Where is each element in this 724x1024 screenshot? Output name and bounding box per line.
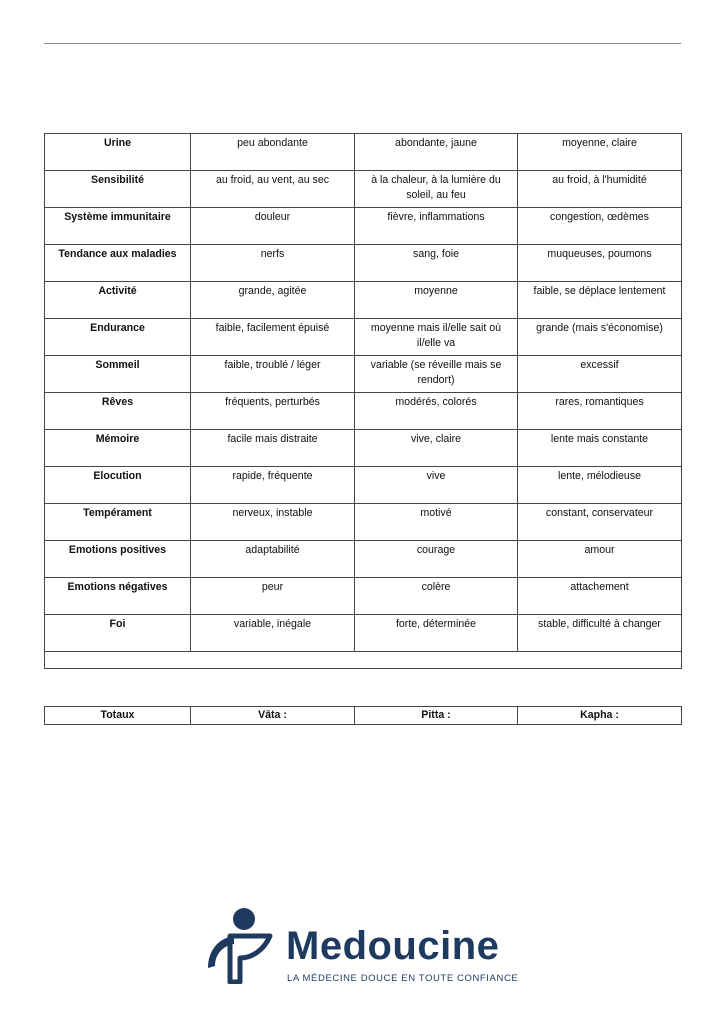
- row-label: Foi: [45, 615, 191, 652]
- pitta-cell: colère: [355, 578, 518, 615]
- vata-cell: faible, troublé / léger: [191, 356, 355, 393]
- kapha-cell: attachement: [518, 578, 682, 615]
- table-row: [45, 245, 682, 282]
- pitta-cell: moyenne mais il/elle sait où il/elle va: [355, 319, 518, 356]
- row-label: Urine: [45, 134, 191, 171]
- table-row: [45, 541, 682, 578]
- brand-tagline: LA MÉDECINE DOUCE EN TOUTE CONFIANCE: [287, 973, 519, 984]
- table-row: [45, 393, 682, 430]
- row-label: Sommeil: [45, 356, 191, 393]
- table-row: [45, 430, 682, 467]
- table-row: [45, 578, 682, 615]
- kapha-cell: lente mais constante: [518, 430, 682, 467]
- vata-cell: nerfs: [191, 245, 355, 282]
- kapha-cell: muqueuses, poumons: [518, 245, 682, 282]
- vata-cell: douleur: [191, 208, 355, 245]
- row-label: Mémoire: [45, 430, 191, 467]
- row-label: Tempérament: [45, 504, 191, 541]
- kapha-cell: rares, romantiques: [518, 393, 682, 430]
- medoucine-logo: [200, 906, 530, 986]
- table-row: [45, 504, 682, 541]
- row-label: Rêves: [45, 393, 191, 430]
- pitta-cell: motivé: [355, 504, 518, 541]
- table-row: [45, 615, 682, 652]
- vata-cell: variable, inégale: [191, 615, 355, 652]
- spacer-cell: [45, 652, 682, 669]
- pitta-cell: moyenne: [355, 282, 518, 319]
- row-label: Emotions négatives: [45, 578, 191, 615]
- kapha-cell: stable, difficulté à changer: [518, 615, 682, 652]
- row-label: Endurance: [45, 319, 191, 356]
- vata-cell: facile mais distraite: [191, 430, 355, 467]
- pitta-cell: forte, déterminée: [355, 615, 518, 652]
- totals-table: [44, 706, 682, 725]
- table-row: [45, 356, 682, 393]
- vata-cell: adaptabilité: [191, 541, 355, 578]
- row-label: Tendance aux maladies: [45, 245, 191, 282]
- table-row: [45, 467, 682, 504]
- vata-cell: rapide, fréquente: [191, 467, 355, 504]
- vata-cell: nerveux, instable: [191, 504, 355, 541]
- dosha-traits-table: [44, 133, 682, 669]
- pitta-cell: à la chaleur, à la lumière du soleil, au feu: [355, 171, 518, 208]
- row-label: Elocution: [45, 467, 191, 504]
- vata-cell: fréquents, perturbés: [191, 393, 355, 430]
- pitta-cell: vive, claire: [355, 430, 518, 467]
- vata-cell: peur: [191, 578, 355, 615]
- pitta-cell: sang, foie: [355, 245, 518, 282]
- row-label: Activité: [45, 282, 191, 319]
- table-row: [45, 319, 682, 356]
- vata-cell: au froid, au vent, au sec: [191, 171, 355, 208]
- totals-kapha: Kapha :: [518, 707, 682, 725]
- kapha-cell: excessif: [518, 356, 682, 393]
- kapha-cell: grande (mais s'économise): [518, 319, 682, 356]
- pitta-cell: modérés, colorés: [355, 393, 518, 430]
- brand-name: Medoucine: [286, 924, 500, 968]
- totals-vata: Vāta :: [191, 707, 355, 725]
- totals-label: Totaux: [45, 707, 191, 725]
- medoucine-mark-icon: [200, 906, 274, 984]
- totals-row: [45, 707, 682, 725]
- kapha-cell: lente, mélodieuse: [518, 467, 682, 504]
- vata-cell: faible, facilement épuisé: [191, 319, 355, 356]
- header-rule: [44, 43, 681, 44]
- kapha-cell: moyenne, claire: [518, 134, 682, 171]
- row-label: Système immunitaire: [45, 208, 191, 245]
- vata-cell: peu abondante: [191, 134, 355, 171]
- traits-body: [45, 134, 682, 669]
- table-row: [45, 208, 682, 245]
- row-label: Emotions positives: [45, 541, 191, 578]
- pitta-cell: vive: [355, 467, 518, 504]
- pitta-cell: variable (se réveille mais se rendort): [355, 356, 518, 393]
- kapha-cell: congestion, œdèmes: [518, 208, 682, 245]
- totals-pitta: Pitta :: [355, 707, 518, 725]
- pitta-cell: courage: [355, 541, 518, 578]
- vata-cell: grande, agitée: [191, 282, 355, 319]
- table-row: [45, 171, 682, 208]
- kapha-cell: constant, conservateur: [518, 504, 682, 541]
- table-row: [45, 134, 682, 171]
- row-label: Sensibilité: [45, 171, 191, 208]
- table-spacer-row: [45, 652, 682, 669]
- pitta-cell: abondante, jaune: [355, 134, 518, 171]
- pitta-cell: fièvre, inflammations: [355, 208, 518, 245]
- kapha-cell: amour: [518, 541, 682, 578]
- table-row: [45, 282, 682, 319]
- kapha-cell: au froid, à l'humidité: [518, 171, 682, 208]
- kapha-cell: faible, se déplace lentement: [518, 282, 682, 319]
